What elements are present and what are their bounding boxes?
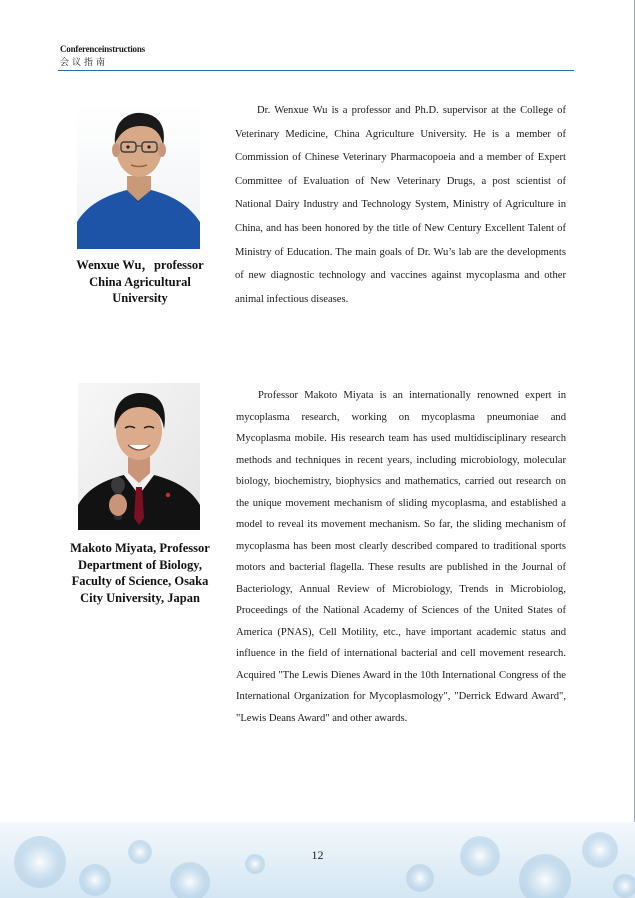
portrait-makoto-miyata bbox=[78, 383, 200, 530]
caption-makoto-miyata bbox=[62, 540, 218, 606]
bio-paragraph: Professor Makoto Miyata is an internationally renowned expert in mycoplasma research, working on mycoplasma pneumoniae and Mycoplasma mobile. His research team has used multidisciplinary research methods and techniques in recent years, including microbiology, molecular biology, biochemistry, biophysics and mathematics, carried out research on the unique movement mechanism of sliding mycoplasma, and established a model to reveal its movement mechanism. So far, the sliding mechanism of mycoplasma has been most clearly described compared to traditional sports motors and bacterial flagella. These results are published in the Journal of Bacteriology, Annual Review of Microbiology, Trends in Microbiolog, Proceedings of the National Academy of Sciences of the United States of America (PNAS), Cell Motility, etc., have important academic status and influence in the field of international bacterial and cell movement research. Acquired "The Lewis Dienes Award in the 10th International Congress of the International Organization for Mycoplasmology", "Derrick Edward Award", "Lewis Deans Award" and other awards. bbox=[236, 390, 566, 724]
caption-wenxue-wu bbox=[62, 257, 218, 307]
page-number: 12 bbox=[311, 848, 324, 862]
portrait-wenxue-wu bbox=[77, 104, 200, 249]
caption-line: Department of Biology, bbox=[78, 557, 202, 572]
caption-line: China Agricultural bbox=[89, 274, 191, 289]
bio-wenxue-wu bbox=[235, 99, 566, 311]
header-title-en: Conferenceinstructions bbox=[60, 44, 145, 54]
caption-line: Wenxue Wu，professor bbox=[76, 258, 204, 272]
caption-line: Faculty of Science, Osaka bbox=[71, 574, 209, 588]
caption-line: Makoto Miyata, Professor bbox=[70, 541, 210, 555]
caption-line: University bbox=[112, 291, 168, 305]
caption-line: City University, Japan bbox=[80, 590, 200, 605]
bio-makoto-miyata bbox=[236, 385, 566, 729]
header-rule bbox=[58, 70, 574, 71]
header-title-cn: 会议指南 bbox=[60, 58, 109, 68]
bio-paragraph: Dr. Wenxue Wu is a professor and Ph.D. supervisor at the College of Veterinary Medicine, China Agriculture University. He is a member of Commission of Chinese Veterinary Pharmacopoeia and a member of Expert Committee of Evaluation of New Veterinary Drugs, a post scientist of National Dairy Industry and Technology System, Ministry of Agriculture in China, and has been honored by the title of New Century Excellent Talent of Ministry of Education. The main goals of Dr. Wu’s lab are the developments of new diagnostic technology and vaccines against mycoplasma and other animal infectious diseases. bbox=[235, 105, 566, 305]
